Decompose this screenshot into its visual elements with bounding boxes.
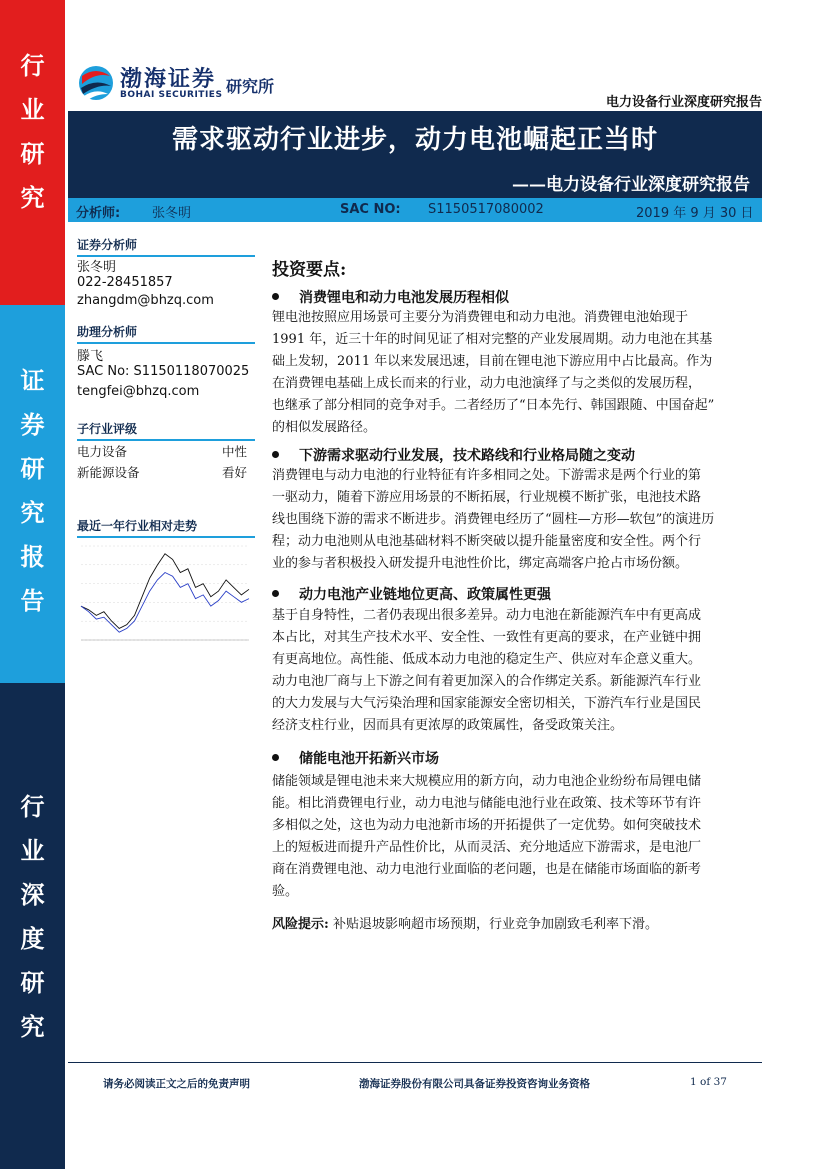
investment-highlights-heading: 投资要点:	[272, 260, 347, 280]
title-bar	[68, 113, 762, 198]
sub-industry-rating-heading: 子行业评级	[77, 420, 255, 441]
footer-disclaimer: 请务必阅读正文之后的免责声明	[103, 1078, 250, 1090]
band-char: 业	[20, 837, 45, 865]
bohai-logo-icon	[78, 64, 114, 102]
section-heading: 储能电池开拓新兴市场	[272, 748, 439, 768]
section-paragraph: 基于自身特性，二者仍表现出很多差异。动力电池在新能源汽车中有更高成 本占比，对其生产技术水平、安全性、一致性有更高的要求，在产业链中拥 有更高地位。高性能、低成本动力电池的稳定生产、供应对车企意义重大。 动力电池厂商与上下游之间有着更加深入的合作绑定关系。新能源汽车行业 的大力发展与大气污染治理和国家能源安全密切相关，下游汽车行业是国民 经济支柱行业，因而具有更浓厚的政策属性，备受政策关注。	[272, 608, 702, 733]
rating-value: 中性	[221, 444, 247, 459]
rating-row	[77, 463, 247, 481]
analyst1-email[interactable]: zhangdm@bhzq.com	[77, 293, 214, 308]
report-subtitle: ——电力设备行业深度研究报告	[512, 175, 750, 195]
section-paragraph: 锂电池按照应用场景可主要分为消费锂电和动力电池。消费锂电池始现于 1991 年，近三十年的时间见证了相对完整的产业发展周期。动力电池在其基 础上发轫，2011 年以来发展迅速，目前在锂电池下游应用中占比最高。作为 在消费锂电基础上成长而来的行业，动力电池演绎了与之类似的发展历程， 也继承了部分相同的竞争对手。二者经历了“日本先行、韩国跟随、中国奋起” 的相似发展路径。	[272, 310, 715, 435]
brand-name-en: BOHAI SECURITIES	[120, 90, 223, 100]
rating-value: 看好	[221, 465, 247, 480]
band-char: 研	[20, 455, 45, 483]
side-band-industry-research	[0, 0, 65, 305]
risk-text: 补贴退坡影响超市场预期，行业竞争加剧致毛利率下滑。	[332, 917, 658, 932]
side-band-securities-report	[0, 305, 65, 683]
analyst2-name: 滕飞	[77, 349, 104, 364]
bullet-icon	[272, 451, 279, 458]
report-title: 需求驱动行业进步，动力电池崛起正当时	[171, 125, 658, 155]
band-char: 究	[20, 184, 45, 212]
chart-grid	[81, 546, 249, 640]
brand-department: 研究所	[226, 77, 275, 96]
band-char: 报	[20, 543, 45, 571]
risk-label: 风险提示:	[272, 917, 329, 932]
band-char: 行	[20, 52, 45, 80]
sac-label: SAC NO:	[340, 202, 401, 217]
band-char: 证	[20, 367, 45, 395]
band-char: 究	[20, 499, 45, 527]
section-paragraph: 储能领域是锂电池未来大规模应用的新方向，动力电池企业纷纷布局锂电储 能。相比消费锂电行业，动力电池与储能电池行业在政策、技术等环节有许 多相似之处，这也为动力电池新市场的开拓提供了一定优势。如何突破技术 上的短板进而提升产品性价比，从而灵活、充分地适应下游需求，是电池厂 商在消费锂电池、动力电池行业面临的老问题，也是在储能市场面临的新考 验。	[272, 774, 702, 899]
brand-name-cn: 渤海证券	[120, 67, 217, 92]
band-char: 行	[20, 793, 45, 821]
band-char: 究	[20, 1013, 45, 1041]
section-heading: 消费锂电和动力电池发展历程相似	[272, 287, 509, 307]
analyst1-name: 张冬明	[77, 260, 117, 275]
analyst-label: 分析师:	[76, 206, 121, 221]
rating-sector: 新能源设备	[77, 465, 140, 480]
analyst-name: 张冬明	[152, 206, 192, 221]
band-char: 研	[20, 969, 45, 997]
analyst1-phone: 022-28451857	[77, 275, 173, 290]
assistant-analyst-heading: 助理分析师	[77, 323, 255, 344]
bullet-icon	[272, 590, 279, 597]
side-band-industry-depth	[0, 683, 65, 1169]
band-char: 研	[20, 140, 45, 168]
securities-analyst-heading: 证券分析师	[77, 236, 255, 257]
sac-number: S1150517080002	[428, 202, 544, 217]
relative-trend-heading: 最近一年行业相对走势	[77, 517, 255, 538]
footer-company: 渤海证券股份有限公司具备证券投资咨询业务资格	[359, 1078, 590, 1090]
band-char: 深	[20, 881, 45, 909]
bullet-icon	[272, 754, 279, 761]
rating-sector: 电力设备	[77, 444, 128, 459]
relative-trend-chart	[71, 540, 255, 658]
page-number: 1 of 37	[690, 1076, 727, 1088]
report-date: 2019 年 9 月 30 日	[636, 206, 754, 221]
footer-divider	[68, 1062, 762, 1063]
risk-warning	[272, 914, 760, 936]
band-char: 度	[20, 925, 45, 953]
analyst-info-bar	[68, 198, 762, 222]
rating-row	[77, 442, 247, 460]
chart-lines	[81, 554, 249, 632]
band-char: 券	[20, 411, 45, 439]
section-paragraph: 消费锂电与动力电池的行业特征有许多相同之处。下游需求是两个行业的第 一驱动力，随着下游应用场景的不断拓展，行业规模不断扩张，电池技术路 线也围绕下游的需求不断进步。消费锂电经历了“圆柱—方形—软包”的演进历 程；动力电池则从电池基础材料不断突破以提升能量密度和安全性。两个行 业的参与者积极投入研发提升电池性价比，绑定高端客户抢占市场份额。	[272, 468, 715, 571]
report-type: 电力设备行业深度研究报告	[605, 95, 762, 110]
analyst2-sac: SAC No: S1150118070025	[77, 364, 250, 379]
section-heading: 下游需求驱动行业发展，技术路线和行业格局随之变动	[272, 445, 635, 465]
band-char: 业	[20, 96, 45, 124]
band-char: 告	[20, 587, 45, 615]
section-heading: 动力电池产业链地位更高、政策属性更强	[272, 584, 551, 604]
analyst2-email[interactable]: tengfei@bhzq.com	[77, 384, 200, 399]
bullet-icon	[272, 293, 279, 300]
